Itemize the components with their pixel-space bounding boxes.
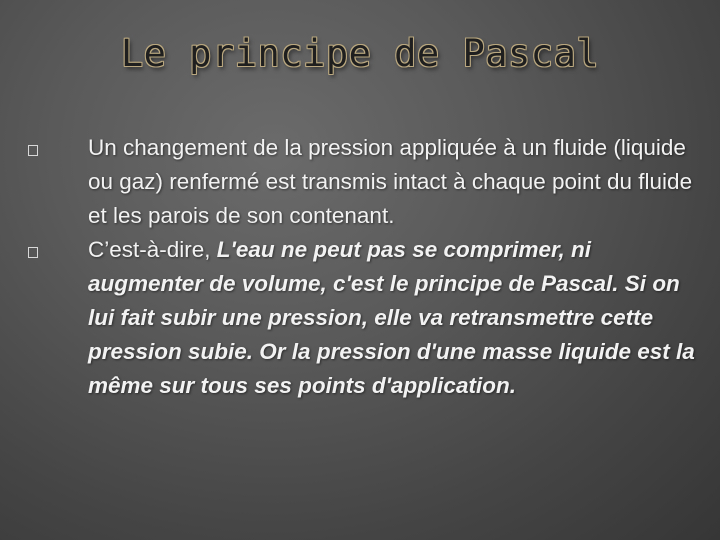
bullet-text: Un changement de la pression appliquée à un fluide (liquide ou gaz) renfermé est transmis intact à chaque point du fluide et les parois de son contenant. — [88, 135, 693, 228]
slide-title: Le principe de Pascal — [120, 32, 600, 75]
bullet-item — [28, 233, 698, 403]
bullet-square-icon — [28, 145, 38, 156]
bullet-square-icon — [28, 247, 38, 258]
bullet-text-lead: C’est-à-dire, — [88, 237, 217, 262]
bullet-list — [28, 131, 698, 403]
bullet-text-emphasis: L'eau ne peut pas se comprimer, ni augmenter de volume, c'est le principe de Pascal. Si on lui fait subir une pression, elle va retransmettre cette pression subie. Or la pression d'une masse liquide est la même sur tous ses points d'application. — [88, 237, 695, 398]
bullet-item — [28, 131, 698, 233]
